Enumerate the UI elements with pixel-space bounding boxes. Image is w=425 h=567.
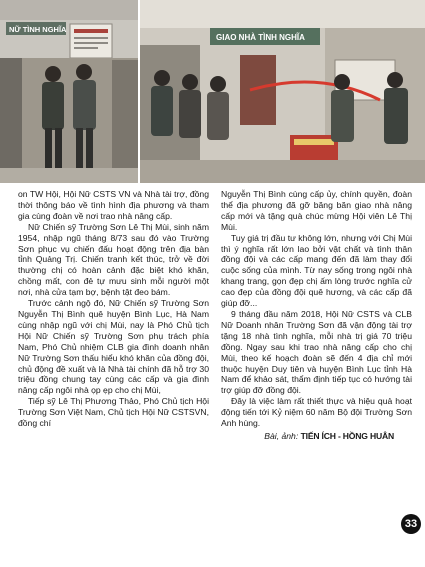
byline-authors: TIẾN ÍCH - HỒNG HUÂN bbox=[300, 430, 394, 441]
photo-right-image bbox=[140, 0, 425, 183]
article-paragraph: Trước cảnh ngộ đó, Nữ Chiến sỹ Trường Sơn Nguyễn Thị Bình quê huyện Bình Lục, Hà Nam cùng nhập ngũ với chị Mùi, nay là Phó Chủ tịch Hội Nữ Chiến sỹ Trường Sơn phụ trách phía Nam, Phó Chủ nhiệm CLB gia đình doanh nhân Nữ Trường Sơn thấu hiểu khó khăn của đồng đội, chủ động đề xuất và là Nhà tài chính đã hỗ trợ 30 triệu đồng chung tay cùng các cấp và gia đình nâng cấp ngôi nhà ọp ẹp cho chị Mùi, bbox=[18, 298, 209, 396]
photo-two-veterans-at-house bbox=[0, 0, 138, 183]
article-column-left bbox=[18, 189, 209, 429]
photo-strip bbox=[0, 0, 425, 183]
article-paragraph: 9 tháng đầu năm 2018, Hội Nữ CSTS và CLB Nữ Doanh nhân Trường Sơn đã vận động tài trợ tặng 18 nhà tình nghĩa, mỗi nhà trị giá 70 triệu đồng. Ngay sau khi trao nhà nâng cấp cho chị Mùi, theo kế hoạch đoàn sẽ đến 4 địa chỉ mới thuộc huyện Duy tiên và huyện Bình Lục tỉnh Hà Nam để khảo sát, thẩm định tiếp tục có hướng tài trợ giúp đỡ đồng đội. bbox=[221, 308, 412, 396]
ceremony-banner-text: GIAO NHÀ TÌNH NGHĨA bbox=[216, 33, 305, 42]
article-paragraph: on TW Hội, Hội Nữ CSTS VN và Nhà tài trợ, đồng thời thông báo về tình hình địa phương và tham gia cùng đoàn về nơi trao nhà nâng cấp. bbox=[18, 189, 209, 221]
article-column-right bbox=[221, 189, 412, 442]
article-paragraph: Tuy giá trị đầu tư không lớn, nhưng với Chị Mùi thì ý nghĩa rất lớn lao bởi vật chất và tình thân đồng đội và các cấp mang đến đã làm thay đổi cuộc sống của mình. Từ nay sống trong ngôi nhà khang trang, gọn đẹp chị ấm lòng trước nghĩa cử cao đẹp của đồng đội quê hương, và các cấp đã giúp đỡ... bbox=[221, 232, 412, 309]
article-paragraph: Đây là việc làm rất thiết thực và hiệu quả hoạt động tiến tới Kỷ niệm 60 năm Bộ đội Trường Sơn Anh hùng. bbox=[221, 396, 412, 429]
photo-ribbon-ceremony bbox=[140, 0, 425, 183]
article-paragraph: Nguyễn Thị Bình cùng cấp ủy, chính quyền, đoàn thể địa phương đã gỡ băng băn giao nhà nâng cấp mới và tặng quà chúc mừng Hội viên Lê Thị Mùi. bbox=[221, 189, 412, 232]
article-paragraph: Nữ Chiến sỹ Trường Sơn Lê Thị Mùi, sinh năm 1954, nhập ngũ tháng 8/73 sau đó vào Trường Sơn phục vụ chiến đấu hoạt động trên địa bàn tỉnh Quảng Trị. Chiến tranh kết thúc, trở về đời thường chị có hoàn cảnh đặc biệt khó khăn, chồng mất, con đẻ tự mưu sinh mỗi người một nơi, nhà cửa tạm bợ, bệnh tật đeo bám. bbox=[18, 221, 209, 298]
photo-left-image bbox=[0, 0, 138, 183]
byline bbox=[221, 431, 412, 442]
article-paragraph: Tiếp sỹ Lê Thị Phương Thảo, Phó Chủ tịch Hội Trường Sơn Việt Nam, Chủ tịch Hội Nữ CSTSVN, đồng chí bbox=[18, 396, 209, 429]
byline-prefix: Bài, ảnh: bbox=[264, 430, 301, 441]
house-sign-text: NỮ TÌNH NGHĨA bbox=[9, 25, 67, 34]
page-number: 33 bbox=[401, 514, 421, 534]
